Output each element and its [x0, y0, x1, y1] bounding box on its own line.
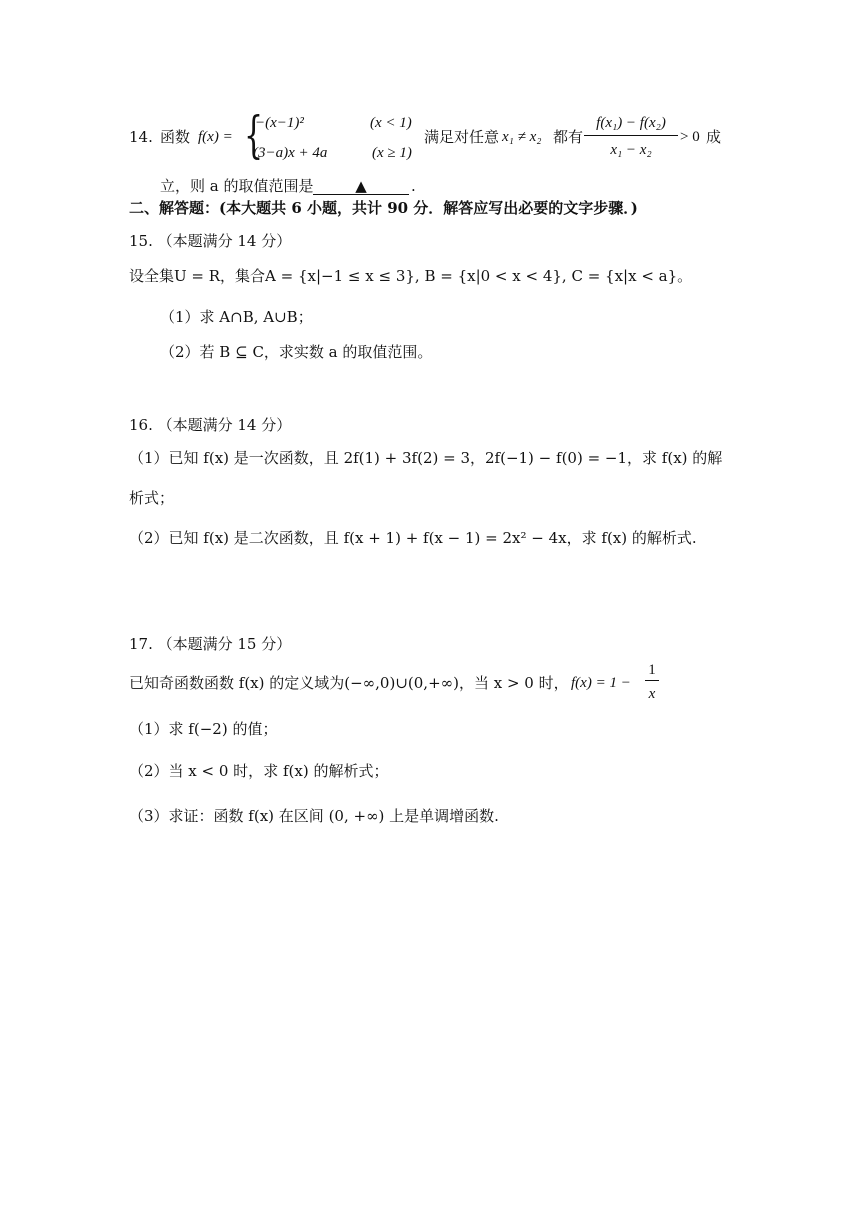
q16-part-1-line-1: （1）已知 f(x) 是一次函数，且 2f(1) + 3f(2) = 3，2f(−1) − f(0) = −1，求 f(x) 的解: [129, 449, 723, 467]
q17-frac-den: x: [648, 686, 656, 702]
q14-brace-icon: {: [244, 106, 264, 164]
q14-frac-den: x₁ − x₂: [610, 142, 652, 158]
q17-stem-formula: f(x) = 1 −: [571, 675, 631, 691]
q17-part-3: （3）求证：函数 f(x) 在区间 (0, +∞) 上是单调增函数.: [129, 807, 499, 825]
q17-frac-num: 1: [645, 660, 659, 681]
q16-part-1-line-2: 析式；: [129, 489, 175, 507]
q14-piece1-cond: (x < 1): [370, 115, 412, 131]
q17-part-1: （1）求 f(−2) 的值；: [129, 720, 278, 738]
q14-cheng: 成: [706, 128, 722, 146]
q16-header: 16. （本题满分 14 分）: [129, 416, 292, 434]
q14-line2-end: .: [411, 177, 416, 195]
q17-header: 17. （本题满分 15 分）: [129, 635, 292, 653]
q14-number: 14.: [129, 128, 153, 146]
section-2-title: 二、解答题：(本大题共 6 小题，共计 90 分．解答应写出必要的文字步骤．): [129, 199, 638, 217]
q15-part-1: （1）求 A∩B, A∪B；: [160, 308, 313, 326]
q14-frac-num: f(x₁) − f(x₂): [584, 113, 678, 136]
q17-part-2: （2）当 x < 0 时，求 f(x) 的解析式；: [129, 762, 389, 780]
q14-lead: 函数: [160, 128, 191, 146]
q16-part-2: （2）已知 f(x) 是二次函数，且 f(x + 1) + f(x − 1) = 2x² − 4x，求 f(x) 的解析式.: [129, 529, 697, 547]
q15-stem: 设全集U = R，集合A = {x|−1 ≤ x ≤ 3}, B = {x|0 < x < 4}, C = {x|x < a}。: [129, 267, 693, 285]
q15-part-2: （2）若 B ⊆ C，求实数 a 的取值范围。: [160, 343, 433, 361]
q14-du-you: 都有: [553, 128, 584, 146]
q14-piece1-expr: −(x−1)²: [255, 115, 304, 131]
q17-stem-text: 已知奇函数函数 f(x) 的定义域为(−∞,0)∪(0,+∞)，当 x > 0 时，: [129, 674, 569, 692]
q14-line2-text: 立，则 a 的取值范围是: [160, 177, 314, 195]
triangle-marker-icon: ▲: [313, 178, 409, 195]
q14-neq: x₁ ≠ x₂: [502, 129, 542, 145]
q14-piece2-cond: (x ≥ 1): [372, 145, 412, 161]
q14-answer-blank: [313, 176, 409, 196]
q14-fx: f(x) =: [198, 129, 233, 145]
q15-header: 15. （本题满分 14 分）: [129, 232, 292, 250]
q14-piece2-expr: (3−a)x + 4a: [253, 145, 328, 161]
q14-mid-text: 满足对任意: [424, 128, 500, 146]
q14-gt-zero: > 0: [680, 129, 700, 145]
